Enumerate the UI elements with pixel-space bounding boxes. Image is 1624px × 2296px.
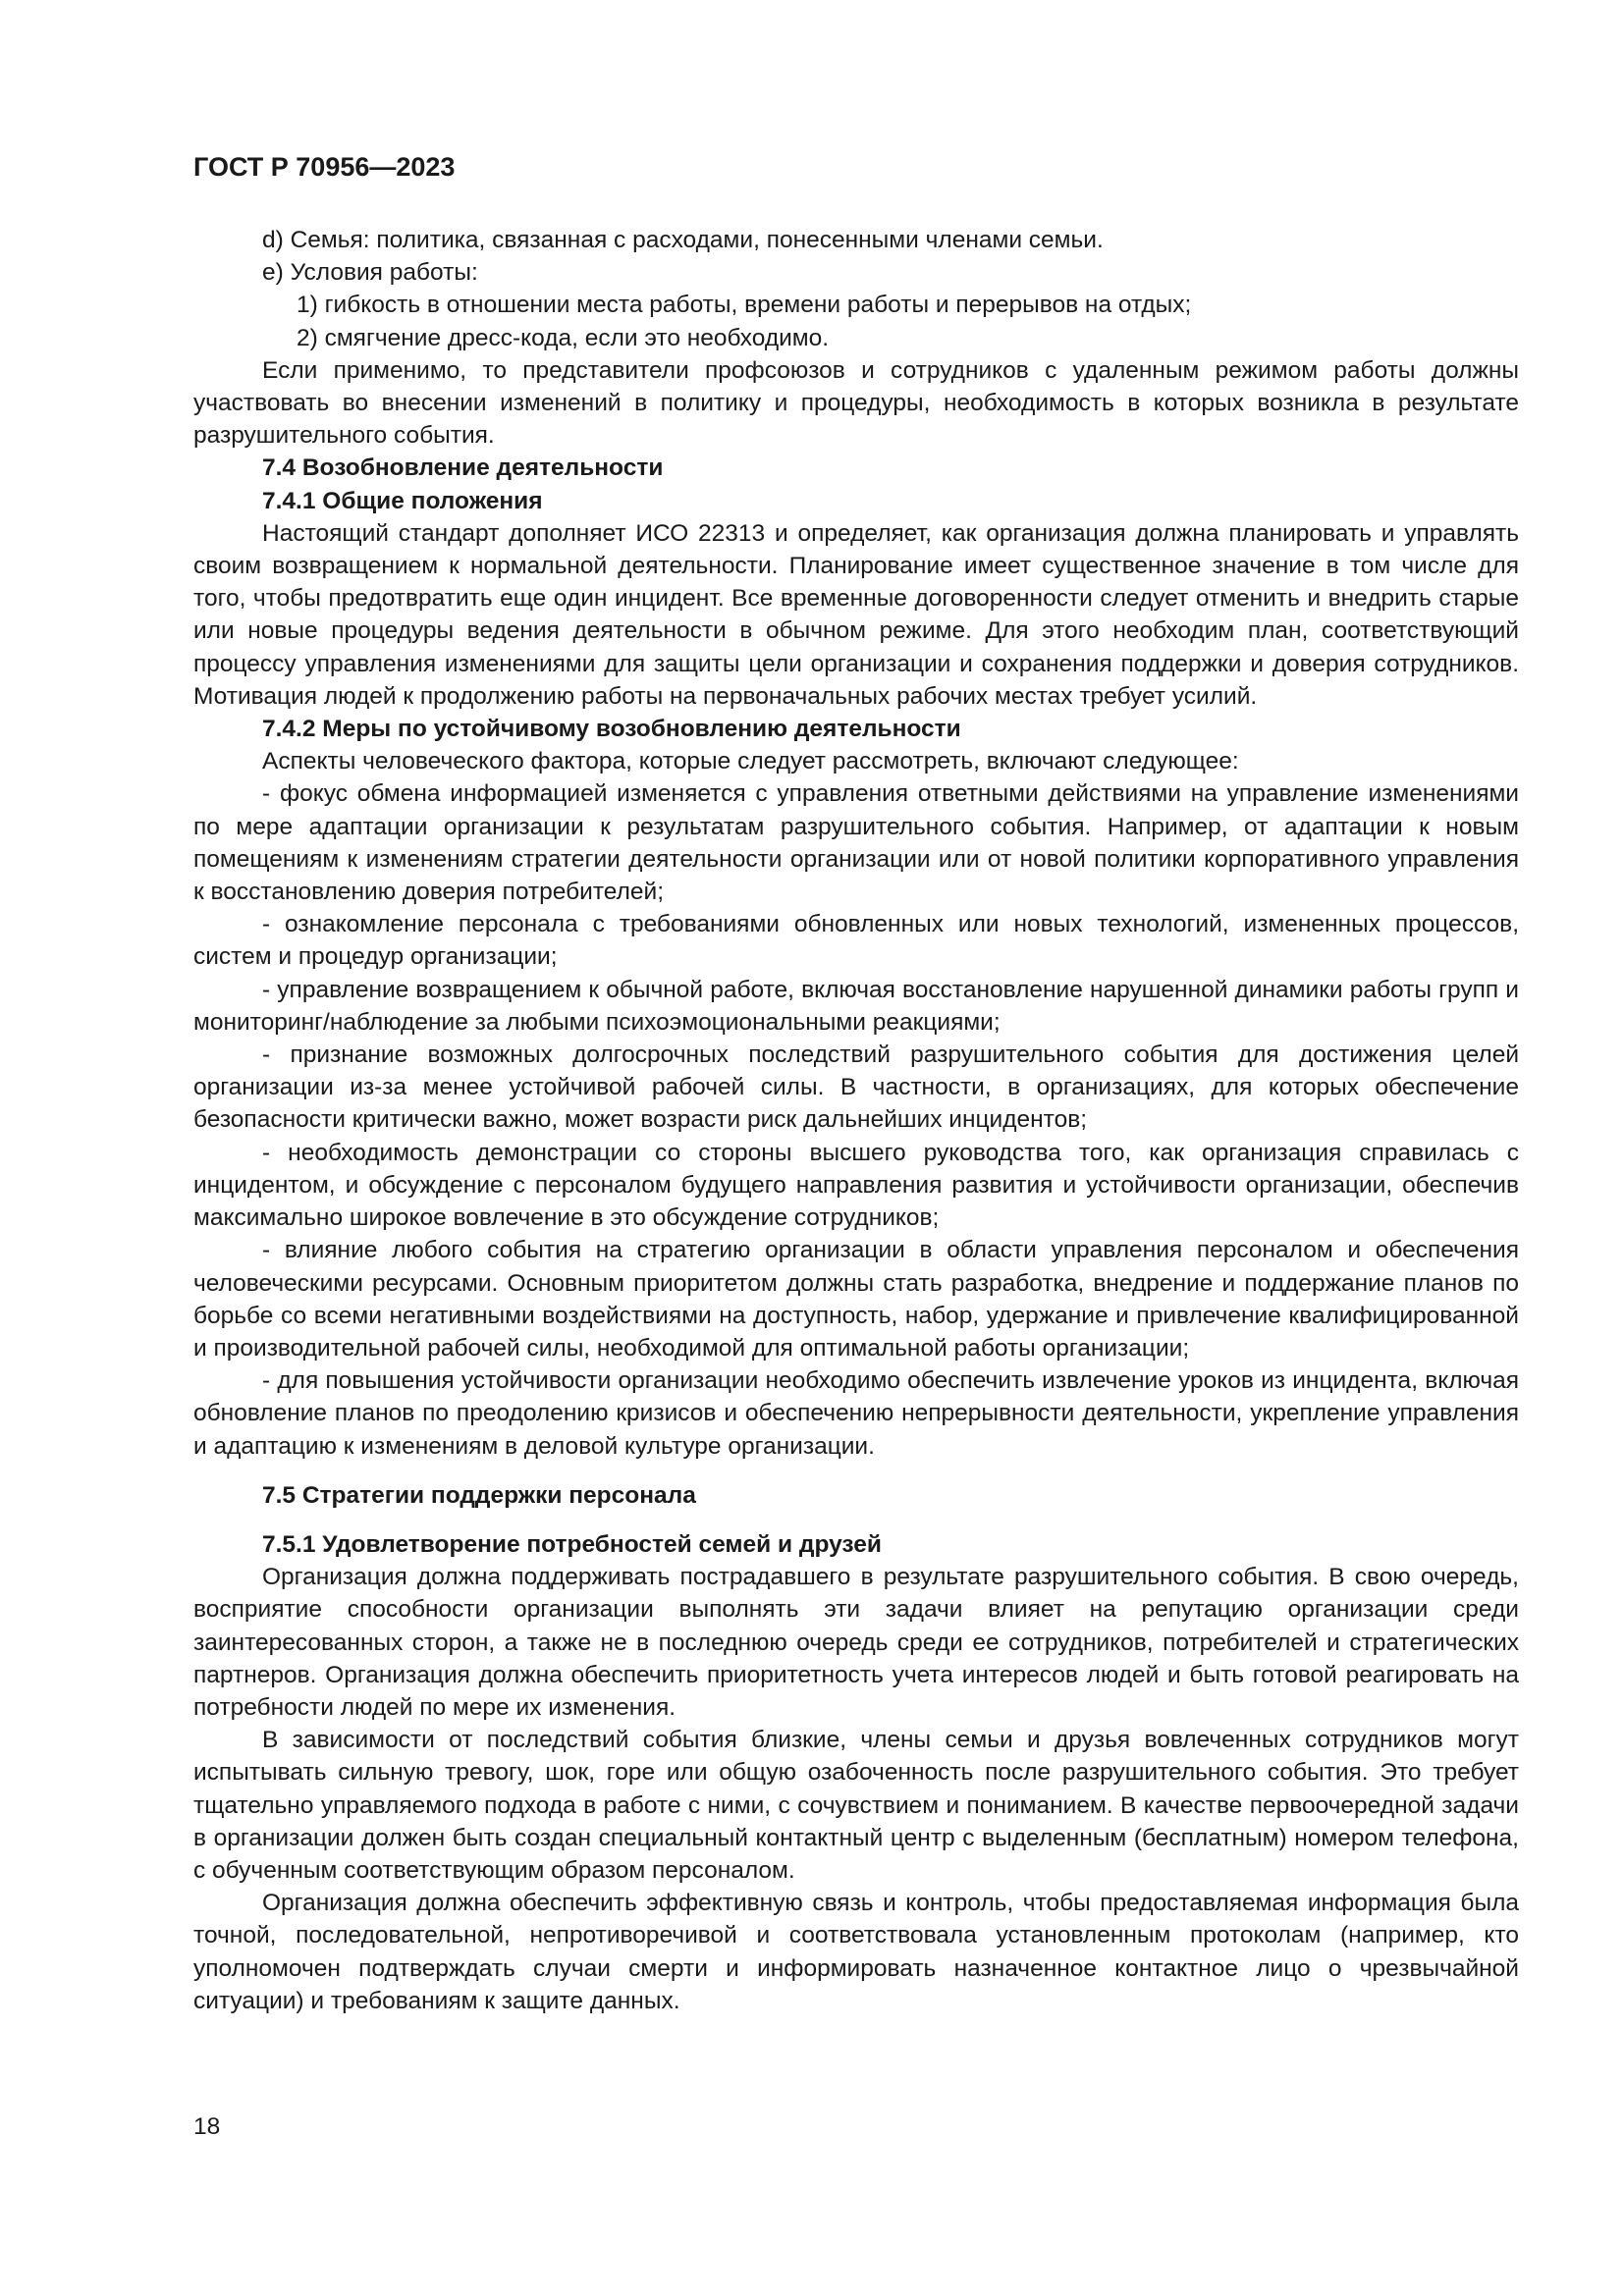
- list-item-long-term-effects: - признание возможных долгосрочных последствий разрушительного события для достижения целей организации из-за менее устойчивой рабочей силы. В частности, в организациях, для которых обеспечение безопасности критически важно, может возрасти риск дальнейших инцидентов;: [193, 1041, 1519, 1134]
- paragraph-unions: Если применимо, то представители профсоюзов и сотрудников с удаленным режимом работы должны участвовать во внесении изменений в политику и процедуры, необходимость в которых возникла в результате разрушительного события.: [193, 356, 1519, 450]
- page-number: 18: [193, 2113, 221, 2140]
- section-heading-7-4-2: 7.4.2 Меры по устойчивому возобновлению деятельности: [262, 716, 961, 743]
- list-item-staff-familiarization: - ознакомление персонала с требованиями обновленных или новых технологий, измененных процессов, систем и процедур организации;: [193, 911, 1519, 971]
- list-item-dress-code: 2) смягчение дресс-кода, если это необходимо.: [297, 324, 830, 351]
- section-heading-7-5-1: 7.5.1 Удовлетворение потребностей семей и друзей: [262, 1530, 882, 1558]
- section-heading-7-5: 7.5 Стратегии поддержки персонала: [262, 1481, 696, 1509]
- list-item-communication-focus: - фокус обмена информацией изменяется с управления ответными действиями на управление изменениями по мере адаптации организации к результатам разрушительного события. Например, от адаптации к новым помещениям к изменениям стратегии деятельности организации или от новой политики корпоративного управления к восстановлению доверия потребителей;: [193, 780, 1519, 906]
- paragraph-family-policy: d) Семья: политика, связанная с расходами, понесенными членами семьи.: [262, 227, 1104, 253]
- list-item-return-to-work: - управление возвращением к обычной работе, включая восстановление нарушенной динамики работы групп и мониторинг/наблюдение за любыми психоэмоциональными реакциями;: [193, 976, 1519, 1036]
- list-item-flexibility: 1) гибкость в отношении места работы, времени работы и перерывов на отдых;: [297, 292, 1192, 319]
- list-item-hr-strategy: - влияние любого события на стратегию организации в области управления персоналом и обеспечения человеческими ресурсами. Основным приоритетом должны стать разработка, внедрение и поддержание планов по борьбе со всеми негативными воздействиями на доступность, набор, удержание и привлечение квалифицированной и производительной рабочей силы, необходимой для оптимальной работы организации;: [193, 1237, 1519, 1362]
- list-item-leadership-demonstration: - необходимость демонстрации со стороны высшего руководства того, как организация справилась с инцидентом, и обсуждение с персоналом будущего направления развития и устойчивости организации, обеспечив максимально широкое вовлечение в это обсуждение сотрудников;: [193, 1139, 1519, 1232]
- document-body: [193, 224, 1519, 2017]
- paragraph-communication-control: Организация должна обеспечить эффективную связь и контроль, чтобы предоставляемая информация была точной, последовательной, непротиворечивой и соответствовала установленным протоколам (например, кто уполномочен подтверждать случаи смерти и информировать назначенное контактное лицо о чрезвычайной ситуации) и требованиям к защите данных.: [193, 1890, 1519, 2014]
- paragraph-support-affected: Организация должна поддерживать пострадавшего в результате разрушительного события. В свою очередь, восприятие способности организации выполнять эти задачи влияет на репутацию организации среди заинтересованных сторон, а также не в последнюю очередь среди ее сотрудников, потребителей и стратегических партнеров. Организация должна обеспечить приоритетность учета интересов людей и быть готовой реагировать на потребности людей по мере их изменения.: [193, 1564, 1519, 1721]
- paragraph-work-conditions: е) Условия работы:: [262, 259, 478, 287]
- paragraph-families-friends: В зависимости от последствий события близкие, члены семьи и друзья вовлеченных сотрудников могут испытывать сильную тревогу, шок, горе или общую озабоченность после разрушительного события. Это требует тщательно управляемого подхода в работе с ними, с сочувствием и пониманием. В качестве первоочередной задачи в организации должен быть создан специальный контактный центр с выделенным (бесплатным) номером телефона, с обученным соответствующим образом персоналом.: [193, 1727, 1519, 1884]
- section-heading-7-4-1: 7.4.1 Общие положения: [262, 487, 543, 514]
- document-header-title: ГОСТ Р 70956—2023: [193, 152, 456, 182]
- list-item-lessons-learned: - для повышения устойчивости организации необходимо обеспечить извлечение уроков из инцидента, включая обновление планов по преодолению кризисов и обеспечению непрерывности деятельности, укрепление управления и адаптацию к изменениям в деловой культуре организации.: [193, 1367, 1519, 1460]
- section-heading-7-4: 7.4 Возобновление деятельности: [262, 454, 664, 482]
- paragraph-human-factors-intro: Аспекты человеческого фактора, которые следует рассмотреть, включают следующее:: [262, 748, 1239, 775]
- paragraph-general-provisions: Настоящий стандарт дополняет ИСО 22313 и определяет, как организация должна планировать и управлять своим возвращением к нормальной деятельности. Планирование имеет существенное значение в том числе для того, чтобы предотвратить еще один инцидент. Все временные договоренности следует отменить и внедрить старые или новые процедуры ведения деятельности в обычном режиме. Для этого необходим план, соответствующий процессу управления изменениями для защиты цели организации и сохранения поддержки и доверия сотрудников. Мотивация людей к продолжению работы на первоначальных рабочих местах требует усилий.: [193, 519, 1519, 710]
